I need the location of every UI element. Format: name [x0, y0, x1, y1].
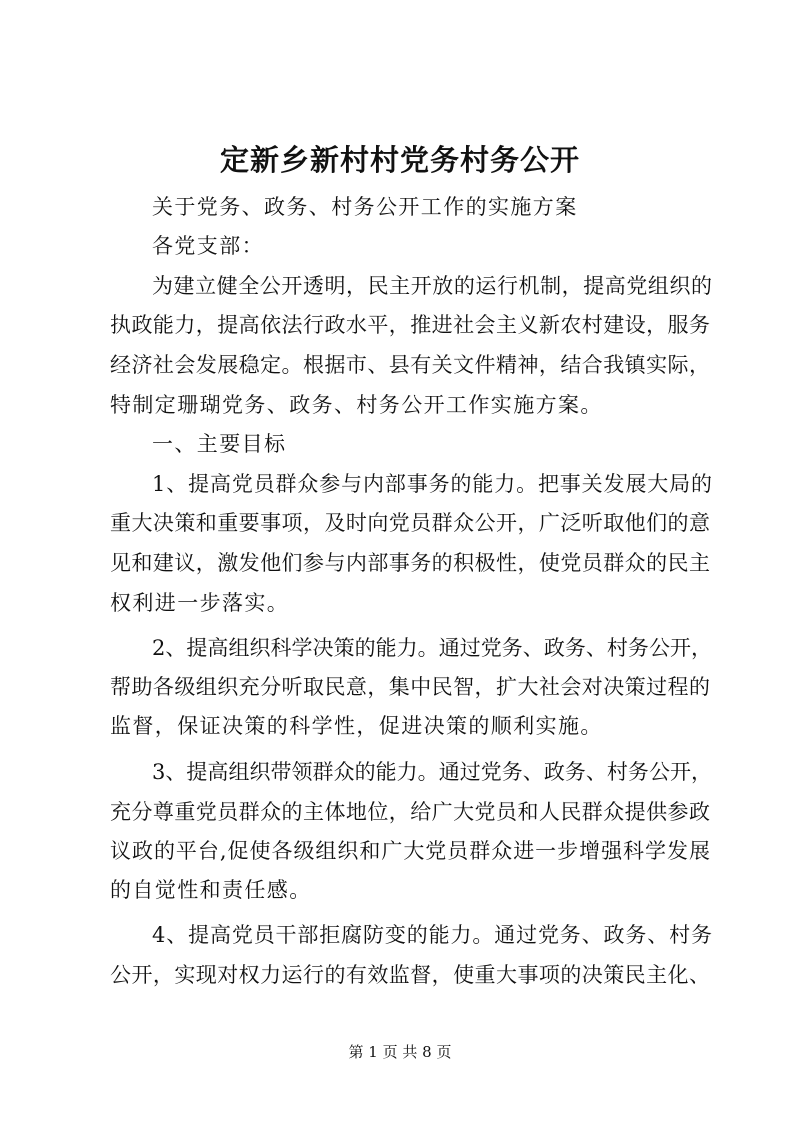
paragraph-line: 经济社会发展稳定。根据市、县有关文件精神，结合我镇实际，	[110, 353, 710, 377]
salutation: 各党支部：	[152, 234, 264, 258]
paragraph-line: 特制定珊瑚党务、政务、村务公开工作实施方案。	[110, 393, 603, 417]
paragraph-line: 帮助各级组织充分听取民意，集中民智，扩大社会对决策过程的	[110, 675, 710, 699]
paragraph-line: 见和建议，激发他们参与内部事务的积极性，使党员群众的民主	[110, 551, 710, 575]
paragraph-line: 监督，保证决策的科学性，促进决策的顺利实施。	[110, 714, 603, 738]
document-title: 定新乡新村村党务村务公开	[219, 143, 580, 177]
paragraph-line: 4、提高党员干部拒腐防变的能力。通过党务、政务、村务	[152, 923, 712, 947]
paragraph-line: 1、提高党员群众参与内部事务的能力。把事关发展大局的	[152, 472, 712, 496]
paragraph-line: 2、提高组织科学决策的能力。通过党务、政务、村务公开，	[152, 636, 712, 660]
paragraph-line: 3、提高组织带领群众的能力。通过党务、政务、村务公开，	[152, 760, 712, 784]
paragraph-line: 执政能力，提高依法行政水平，推进社会主义新农村建设，服务	[110, 313, 710, 337]
page-number: 第 1 页 共 8 页	[348, 1043, 452, 1061]
paragraph-line: 议政的平台,促使各级组织和广大党员群众进一步增强科学发展	[110, 839, 710, 863]
document-subtitle: 关于党务、政务、村务公开工作的实施方案	[152, 195, 578, 219]
paragraph-line: 为建立健全公开透明，民主开放的运行机制，提高党组织的	[152, 274, 712, 298]
paragraph-line: 权利进一步落实。	[110, 591, 290, 615]
paragraph-line: 公开，实现对权力运行的有效监督，使重大事项的决策民主化、	[110, 963, 710, 987]
paragraph-line: 的自觉性和责任感。	[110, 878, 312, 902]
paragraph-line: 充分尊重党员群众的主体地位，给广大党员和人民群众提供参政	[110, 800, 710, 824]
paragraph-line: 重大决策和重要事项，及时向党员群众公开，广泛听取他们的意	[110, 511, 710, 535]
section-heading: 一、主要目标	[152, 432, 287, 456]
